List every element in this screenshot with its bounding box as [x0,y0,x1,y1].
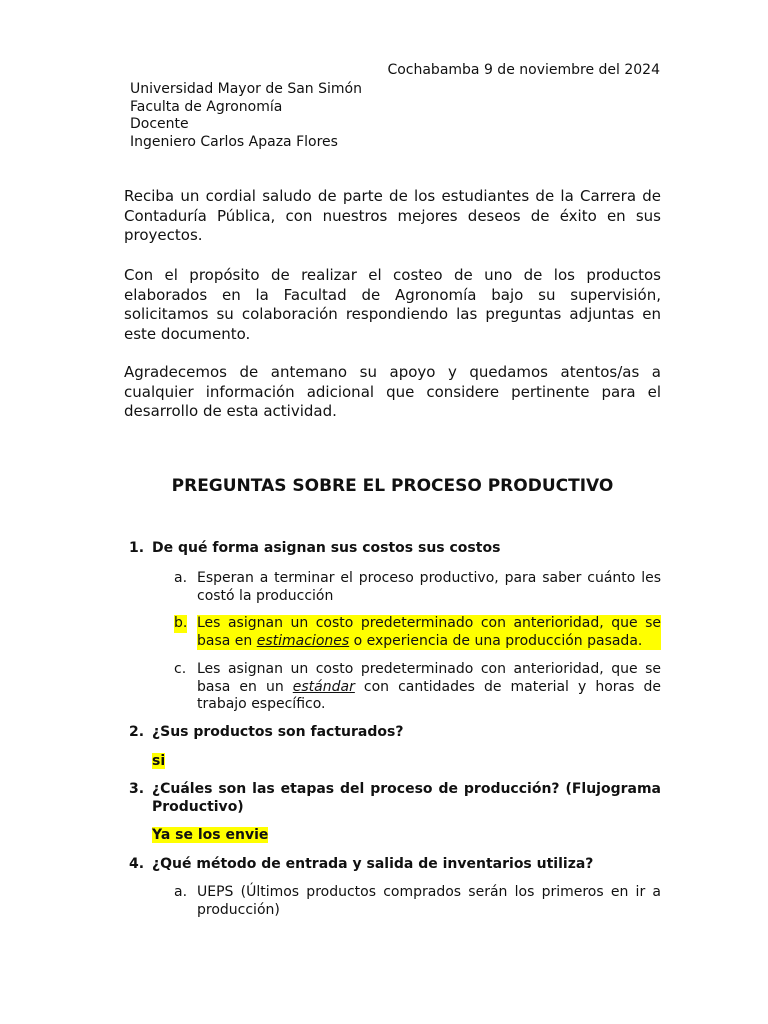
recipient-block [130,81,362,152]
section-title: PREGUNTAS SOBRE EL PROCESO PRODUCTIVO [171,476,614,496]
letter-date: Cochabamba 9 de noviembre del 2024 [387,62,660,78]
recipient-line: Docente [130,116,189,133]
option-text: Esperan a terminar el proceso productivo, para saber cuánto les costó la producción [197,570,661,604]
question-1 [129,540,661,558]
question-2 [129,724,661,742]
option-letter: c. [174,661,187,677]
option-emphasis: estándar [292,678,355,695]
answer-text: si [152,753,166,769]
question-4 [129,856,661,874]
question-text: ¿Qué método de entrada y salida de inventarios utiliza? [152,856,594,872]
greeting-paragraph: Reciba un cordial saludo de parte de los estudiantes de la Carrera de Contaduría Pública, con nuestros mejores deseos de éxito en sus proyectos. [124,187,661,245]
purpose-paragraph: Con el propósito de realizar el costeo de uno de los productos elaborados en la Facultad de Agronomía bajo su supervisión, solicitamos su colaboración respondiendo las preguntas adjuntas en este documento. [124,266,661,344]
question-1-option-b [174,615,661,650]
option-emphasis: estimaciones [256,632,350,649]
answer-text: Ya se los envie [152,827,269,843]
option-text-part: Les asignan un costo predeterminado con anterioridad, que se basa en un [197,661,661,695]
question-3 [129,781,661,816]
thanks-paragraph: Agradecemos de antemano su apoyo y quedamos atentos/as a cualquier información adicional que considere pertinente para el desarrollo de esta actividad. [124,363,661,421]
question-text: ¿Cuáles son las etapas del proceso de producción? (Flujograma Productivo) [152,781,661,815]
question-1-option-a [174,570,661,605]
recipient-line: Faculta de Agronomía [130,98,283,115]
option-letter: a. [174,884,188,900]
recipient-line: Universidad Mayor de San Simón [130,81,362,97]
question-number: 4. [129,856,145,872]
option-letter: b. [174,615,188,631]
question-number: 3. [129,781,145,797]
option-text-highlighted [197,615,661,650]
question-number: 2. [129,724,145,740]
question-number: 1. [129,540,145,556]
question-text: ¿Sus productos son facturados? [152,724,404,740]
recipient-line: Ingeniero Carlos Apaza Flores [130,134,338,151]
option-text-part: con cantidades de material y horas de trabajo específico. [197,678,661,713]
question-text: De qué forma asignan sus costos sus costos [152,540,501,556]
question-4-option-a [174,884,661,919]
question-1-option-c [174,661,661,714]
option-text-part: o experiencia de una producción pasada. [349,632,643,649]
option-text: UEPS (Últimos productos comprados serán los primeros en ir a producción) [197,884,661,918]
option-text-part: Les asignan un costo predeterminado con anterioridad, que se basa en [197,615,661,649]
question-2-answer [152,753,165,771]
option-letter: a. [174,570,188,586]
question-3-answer [152,827,268,845]
option-text [197,661,661,714]
